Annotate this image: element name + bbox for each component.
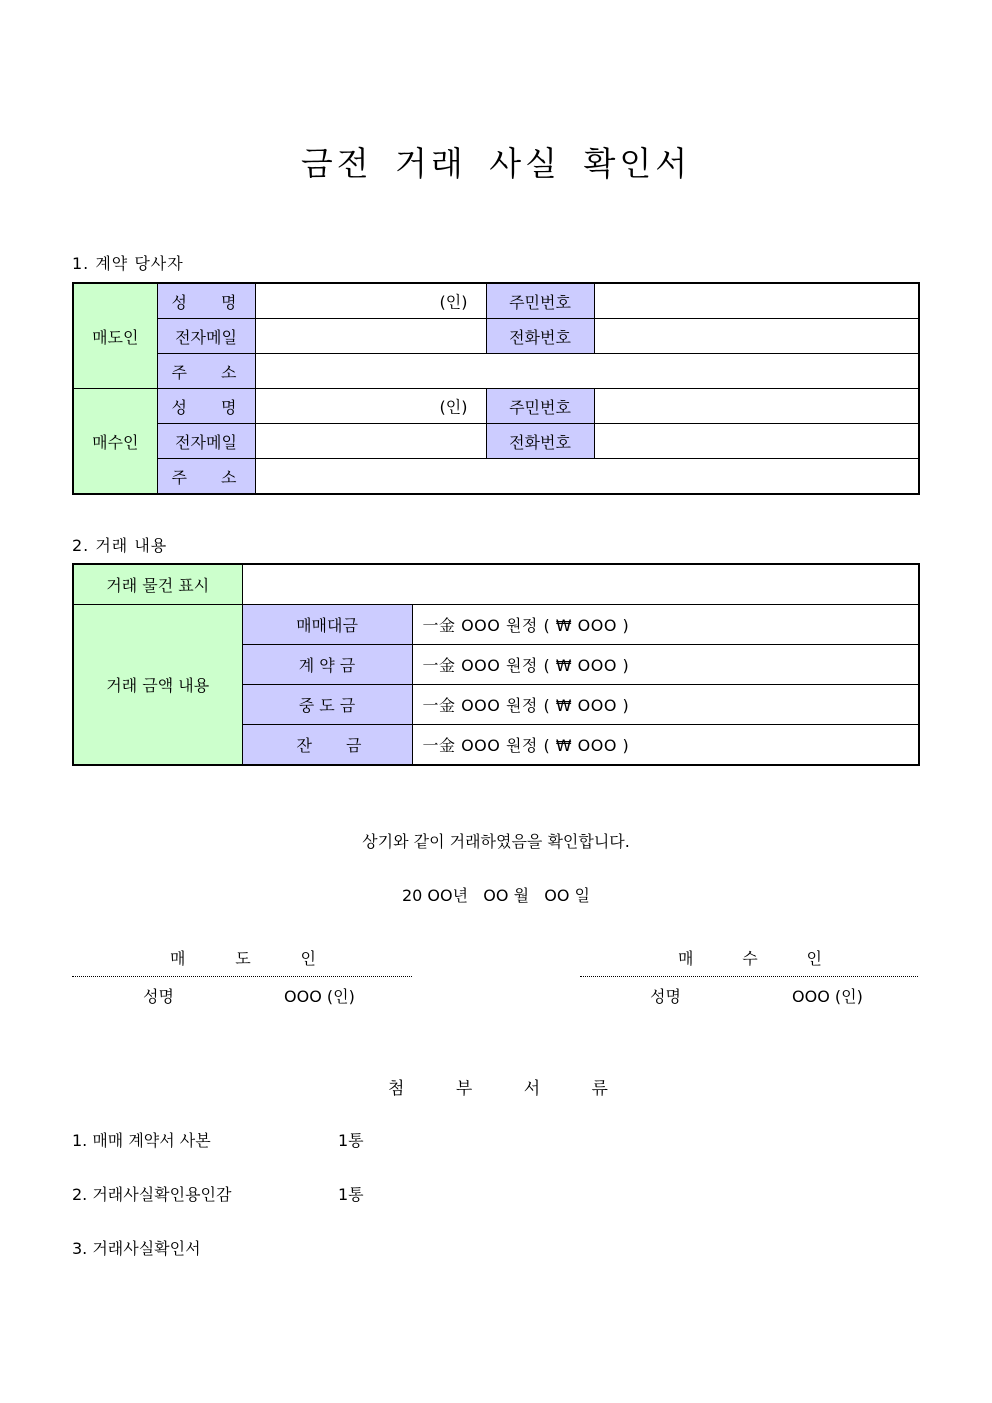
sale-price-label: 매매대금 [242,605,412,645]
buyer-label: 매수인 [73,389,157,495]
seller-phone-field[interactable] [594,319,919,354]
interim-label: 중 도 금 [242,685,412,725]
seller-id-label: 주민번호 [486,283,594,319]
confirm-statement: 상기와 같이 거래하였음을 확인합니다. [362,832,630,851]
buyer-id-field[interactable] [594,389,919,424]
balance-label: 잔 금 [242,725,412,766]
seller-signature-block [72,946,412,1008]
deposit-value[interactable]: 一金 OOO 원정 ( ₩ OOO ) [412,645,919,685]
sale-price-value[interactable]: 一金 OOO 원정 ( ₩ OOO ) [412,605,919,645]
buyer-address-field[interactable] [255,459,919,495]
buyer-signature-block [580,946,918,1008]
seller-sign-name-label: 성명 [143,987,174,1006]
buyer-sign-name-value[interactable]: OOO (인) [792,987,863,1006]
seller-seal: (인) [439,292,468,312]
parties-table [72,282,920,495]
section1-heading: 1. 계약 당사자 [72,254,184,273]
buyer-address-label: 주 소 [157,459,255,495]
item-field[interactable] [242,564,919,605]
buyer-email-field[interactable] [255,424,486,459]
buyer-name-field[interactable] [255,389,486,424]
section2-heading: 2. 거래 내용 [72,536,168,555]
seller-name-label: 성 명 [157,283,255,319]
buyer-sign-name-label: 성명 [650,987,681,1006]
buyer-phone-label: 전화번호 [486,424,594,459]
buyer-signature-heading: 매 수 인 [580,946,918,977]
buyer-email-label: 전자메일 [157,424,255,459]
seller-signature-heading: 매 도 인 [72,946,412,977]
seller-email-label: 전자메일 [157,319,255,354]
item-label: 거래 물건 표시 [73,564,242,605]
attachment-item: 3. 거래사실확인서 [72,1239,201,1258]
buyer-phone-field[interactable] [594,424,919,459]
buyer-id-label: 주민번호 [486,389,594,424]
interim-value[interactable]: 一金 OOO 원정 ( ₩ OOO ) [412,685,919,725]
date-line: 20 OO년 OO 월 OO 일 [401,886,591,905]
attachment-item: 2. 거래사실확인용인감 1통 [72,1185,364,1204]
seller-address-label: 주 소 [157,354,255,389]
attachment-item: 1. 매매 계약서 사본 1통 [72,1131,364,1150]
seller-sign-name-value[interactable]: OOO (인) [284,987,355,1006]
buyer-name-label: 성 명 [157,389,255,424]
amount-label: 거래 금액 내용 [73,605,242,766]
seller-email-field[interactable] [255,319,486,354]
buyer-seal: (인) [439,397,468,417]
seller-label: 매도인 [73,283,157,389]
attachments-heading: 첨 부 서 류 [388,1079,608,1099]
seller-address-field[interactable] [255,354,919,389]
deposit-label: 계 약 금 [242,645,412,685]
seller-id-field[interactable] [594,283,919,319]
seller-phone-label: 전화번호 [486,319,594,354]
transaction-table [72,563,920,766]
seller-name-field[interactable] [255,283,486,319]
balance-value[interactable]: 一金 OOO 원정 ( ₩ OOO ) [412,725,919,766]
document-title: 금전 거래 사실 확인서 [300,144,692,183]
